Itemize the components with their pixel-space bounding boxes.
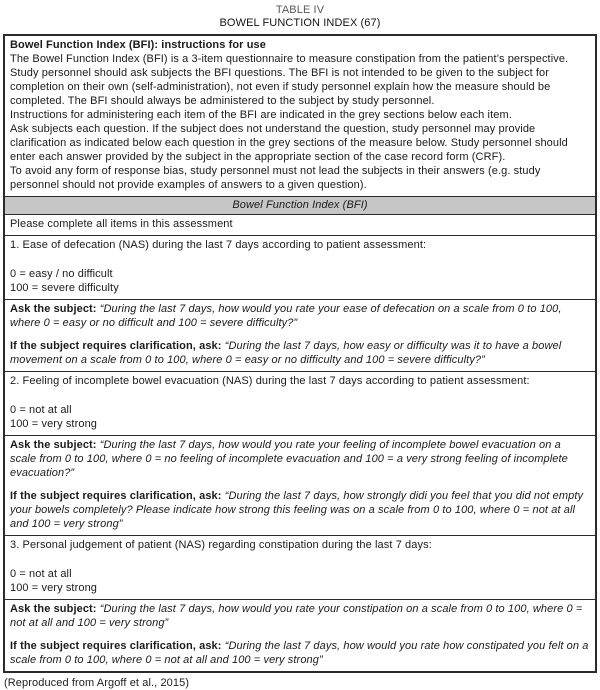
item-2-clarify-label: If the subject requires clarification, ask: xyxy=(10,490,222,502)
item-3-ask-cell xyxy=(5,599,595,671)
item-2-statement-cell xyxy=(5,371,595,435)
item-1-statement: 1. Ease of defecation (NAS) during the last 7 days according to patient assessment: xyxy=(10,239,427,251)
paragraph-gap xyxy=(10,630,590,639)
table-title: BOWEL FUNCTION INDEX (67) xyxy=(219,17,381,29)
item-1-ask-label: Ask the subject: xyxy=(10,303,97,315)
item-1-statement-cell xyxy=(5,235,595,299)
item-1-clarify-line xyxy=(10,339,590,367)
item-3-statement: 3. Personal judgement of patient (NAS) regarding constipation during the last 7 days: xyxy=(10,539,432,551)
instructions-cell xyxy=(5,36,595,196)
item-2-clarify-line xyxy=(10,489,590,531)
item-1-clarify-quote: “During the last 7 days, how easy or difficulty was it to have a bowel movement on a scale from 0 to 100, where 0 = easy or no difficulty and 100 = severe difficulty?” xyxy=(10,340,562,366)
item-1-ask-cell xyxy=(5,299,595,371)
item-3-scale-max: 100 = very strong xyxy=(10,582,97,594)
section-header: Bowel Function Index (BFI) xyxy=(5,196,595,214)
blank-line xyxy=(10,388,590,403)
item-3-clarify-quote: “During the last 7 days, how would you rate how constipated you felt on a scale from 0 to 100, where 0 = not at all and 100 = very strong” xyxy=(10,640,589,666)
item-3-clarify-line xyxy=(10,639,590,667)
item-2-statement: 2. Feeling of incomplete bowel evacuation (NAS) during the last 7 days according to patient assessment: xyxy=(10,375,530,387)
item-3-statement-cell xyxy=(5,535,595,599)
source-note: (Reproduced from Argoff et al., 2015) xyxy=(4,677,190,689)
item-2-clarify-quote: “During the last 7 days, how strongly didi you feel that you did not empty your bowels completely? Please indicate how strong this feeling was on a scale from 0 to 100, where 0 = not at all and 100 = very strong” xyxy=(10,490,584,530)
instructions-paragraph-1: The Bowel Function Index (BFI) is a 3-item questionnaire to measure constipation from the patient’s perspective. Study personnel should ask subjects the BFI questions. The BFI is not intended to be given to the subject for completion on their own (self-administration), not even if study personnel explain how the measure should be completed. The BFI should always be administered to the subject by study personnel. xyxy=(10,53,569,107)
item-1-ask-line xyxy=(10,302,590,330)
item-3-ask-line xyxy=(10,602,590,630)
item-3-ask-label: Ask the subject: xyxy=(10,603,97,615)
item-1-clarify-label: If the subject requires clarification, ask: xyxy=(10,340,222,352)
item-3-scale-min: 0 = not at all xyxy=(10,568,72,580)
item-2-ask-label: Ask the subject: xyxy=(10,439,97,451)
item-2-ask-cell xyxy=(5,435,595,535)
item-3-ask-quote: “During the last 7 days, how would you rate your constipation on a scale from 0 to 100, where 0 = not at all and 100 = very strong” xyxy=(10,603,583,629)
blank-line xyxy=(10,252,590,267)
item-1-scale-max: 100 = severe difficulty xyxy=(10,282,119,294)
item-2-ask-line xyxy=(10,438,590,480)
instructions-paragraph-2: Instructions for administering each item of the BFI are indicated in the grey sections below each item. xyxy=(10,109,512,121)
instructions-heading: Bowel Function Index (BFI): instructions for use xyxy=(10,39,266,51)
table-caption xyxy=(0,0,600,30)
item-1-scale-min: 0 = easy / no difficult xyxy=(10,268,113,280)
instructions-paragraph-3: Ask subjects each question. If the subject does not understand the question, study personnel may provide clarification as indicated below each question in the grey sections of the measure below. Study personnel should enter each answer provided by the subject in the appropriate section of the case record form (CRF). xyxy=(10,123,568,163)
item-1-ask-quote: “During the last 7 days, how would you rate your ease of defecation on a scale from 0 to 100, where 0 = easy or no difficult and 100 = severe difficulty?” xyxy=(10,303,562,329)
item-3-clarify-label: If the subject requires clarification, ask: xyxy=(10,640,222,652)
table-number: TABLE IV xyxy=(275,4,325,16)
paragraph-gap xyxy=(10,330,590,339)
bfi-table xyxy=(3,34,597,673)
item-2-scale-max: 100 = very strong xyxy=(10,418,97,430)
instructions-paragraph-4: To avoid any form of response bias, study personnel must not lead the subjects in their answers (e.g. study personnel should not provide examples of answers to a given question). xyxy=(10,165,541,191)
item-2-scale-min: 0 = not at all xyxy=(10,404,72,416)
complete-note: Please complete all items in this assessment xyxy=(5,214,595,235)
blank-line xyxy=(10,552,590,567)
paragraph-gap xyxy=(10,480,590,489)
item-2-ask-quote: “During the last 7 days, how would you rate your feeling of incomplete bowel evacuation on a scale from 0 to 100, where 0 = no feeling of incomplete evacuation and 100 = a very strong feeling of incomplete evacuation?” xyxy=(10,439,568,479)
